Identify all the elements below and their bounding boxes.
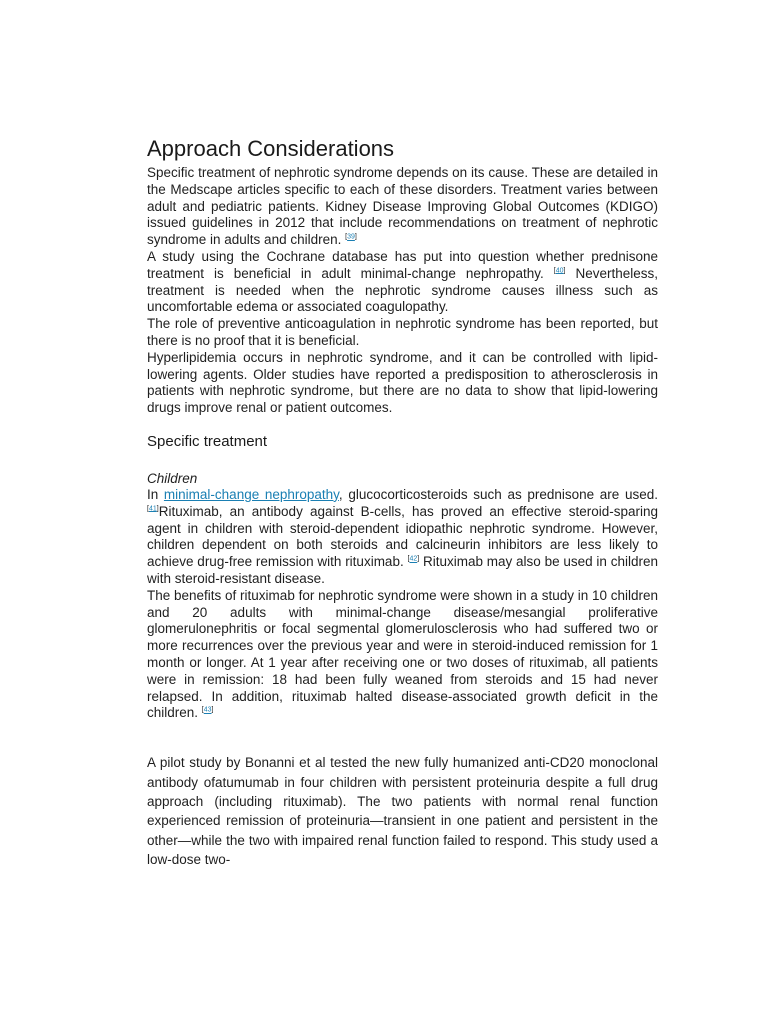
reference-link[interactable]: 41 [148, 505, 157, 513]
paragraph-children-2 [147, 588, 658, 722]
paragraph-intro-2 [147, 249, 658, 316]
paragraph-children-3: A pilot study by Bonanni et al tested the new fully humanized anti-CD20 monoclonal antibody ofatumumab in four children with persistent proteinuria despite a full drug approach (including rituximab). The two patients with normal renal function experienced remission of proteinuria—transient in one patient and persistent in the other—while the two with impaired renal function failed to respond. This study used a low-dose two- [147, 755, 658, 868]
reference-link[interactable]: 43 [203, 706, 212, 714]
paragraph-text: A study using the Cochrane database has put into question whether prednisone treatment is beneficial in adult minimal-change nephropathy. [147, 248, 658, 281]
reference-41[interactable]: [41] [147, 505, 159, 513]
paragraph-intro-1 [147, 165, 658, 249]
paragraph-text: The benefits of rituximab for nephrotic syndrome were shown in a study in 10 children and 20 adults with minimal-change disease/mesangial proliferative glomerulonephritis or focal segmental glomerulosclerosis who had suffered two or more recurrences over the previous year and were in steroid-induced remission for 1 month or longer. At 1 year after receiving one or two doses of rituximab, all patients were in remission: 18 had been fully weaned from steroids and 15 had never relapsed. In addition, rituximab halted disease-associated growth deficit in the children. [147, 587, 659, 721]
paragraph-text: In [147, 486, 164, 502]
spacer [147, 722, 658, 753]
subsection-heading: Children [147, 470, 198, 486]
minimal-change-nephropathy-link[interactable]: minimal-change nephropathy [163, 486, 339, 502]
reference-link[interactable]: 40 [555, 267, 564, 275]
reference-43[interactable]: [43] [201, 706, 214, 714]
paragraph-intro-4: Hyperlipidemia occurs in nephrotic syndrome, and it can be controlled with lipid-lowering agents. Older studies have reported a predisposition to atherosclerosis in patients with nephrotic syndrome, but there are no data to show that lipid-lowering drugs improve renal or patient outcomes. [147, 349, 658, 416]
section-heading: Specific treatment [147, 432, 268, 450]
reference-link[interactable]: 39 [347, 233, 355, 241]
reference-39[interactable]: [39] [345, 233, 357, 241]
paragraph-text: , glucocorticosteroids such as prednisone are used. [338, 486, 658, 502]
paragraph-text: Rituximab, an antibody against B-cells, has proved an effective steroid-sparing agent in children with steroid-dependent idiopathic nephrotic syndrome. However, children dependent on both steroids and calcineurin inhibitors are less likely to achieve drug-free remission with rituximab. [147, 503, 658, 570]
reference-42[interactable]: [42] [407, 555, 420, 563]
article [147, 134, 658, 870]
paragraph-children-1 [147, 487, 658, 588]
paragraph-text: Rituximab may also be used in children with steroid-resistant disease. [147, 554, 658, 586]
paragraph-intro-3: The role of preventive anticoagulation in nephrotic syndrome has been reported, but there is no proof that it is beneficial. [147, 316, 658, 348]
reference-link[interactable]: 42 [409, 555, 418, 563]
paragraph-text: Specific treatment of nephrotic syndrome depends on its cause. These are detailed in the Medscape articles specific to each of these disorders. Treatment varies between adult and pediatric patients. Kidney Disease Improving Global Outcomes (KDIGO) issued guidelines in 2012 that include recommendations on treatment of nephrotic syndrome in adults and children. [147, 165, 658, 248]
paragraph-text: Nevertheless, treatment is needed when the nephrotic syndrome causes illness such as uncomfortable edema or associated coagulopathy. [147, 265, 658, 315]
reference-40[interactable]: [40] [553, 267, 566, 275]
page-title: Approach Considerations [147, 136, 395, 161]
